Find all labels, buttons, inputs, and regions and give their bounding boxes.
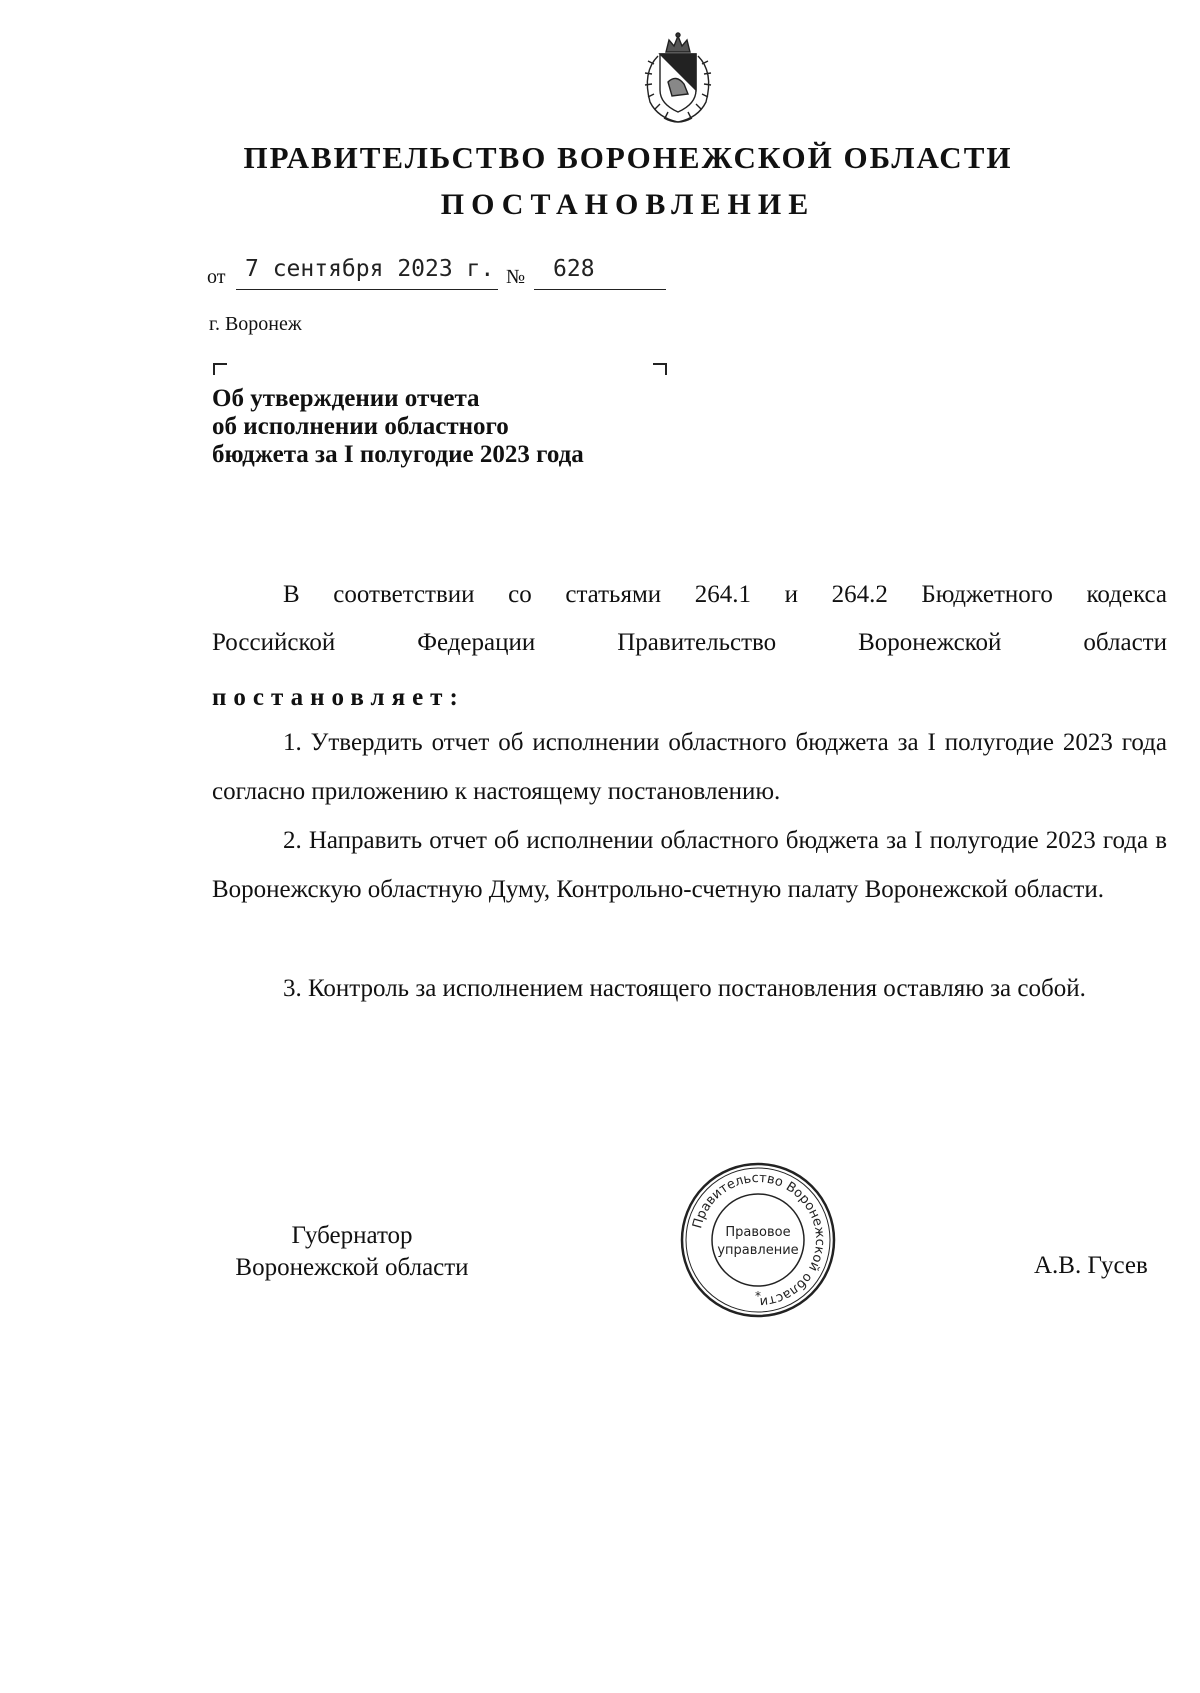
item-1: 1. Утвердить отчет об исполнении областного бюджета за I полугодие 2023 года согласно приложению к настоящему постановлению. [212,729,1167,805]
document-type: ПОСТАНОВЛЕНИЕ [440,188,816,221]
date-prefix: от [207,266,226,288]
title-line: об исполнении областного [212,413,509,440]
coat-of-arms-icon [628,32,728,128]
date-value: 7 сентября 2023 г. [245,256,495,282]
item-2: 2. Направить отчет об исполнении областного бюджета за I полугодие 2023 года в Воронежскую областную Думу, Контрольно-счетную палату Воронежской области. [212,827,1167,903]
date-underline [236,289,498,290]
document-title [212,385,732,469]
item-3: 3. Контроль за исполнением настоящего постановления оставляю за собой. [283,975,1086,1002]
title-bracket-right [653,363,667,375]
official-stamp [678,1160,838,1320]
stamp-star: * [755,1289,761,1303]
number-underline [534,289,666,290]
signatory-position [212,1220,492,1284]
preamble-line-1: В соответствии со статьями 264.1 и 264.2 Бюджетного кодекса [283,581,1167,608]
stamp-center-line: Правовое [725,1225,791,1240]
number-value: 628 [553,256,595,282]
organization-name: ПРАВИТЕЛЬСТВО ВОРОНЕЖСКОЙ ОБЛАСТИ [243,140,1013,175]
stamp-ring-text: Правительство Воронежской области [690,1170,828,1310]
signatory-name: А.В. Гусев [1034,1252,1148,1279]
title-line: бюджета за I полугодие 2023 года [212,441,584,468]
title-bracket-left [213,363,227,375]
position-line: Воронежской области [235,1254,469,1281]
number-prefix: № [506,266,526,288]
title-line: Об утверждении отчета [212,385,480,412]
position-line: Губернатор [291,1222,413,1249]
city: г. Воронеж [209,313,302,335]
decree-word: постановляет: [212,684,465,711]
stamp-center-line: управление [717,1243,799,1258]
preamble-line-2: Российской Федерации Правительство Воронежской области [212,629,1167,656]
